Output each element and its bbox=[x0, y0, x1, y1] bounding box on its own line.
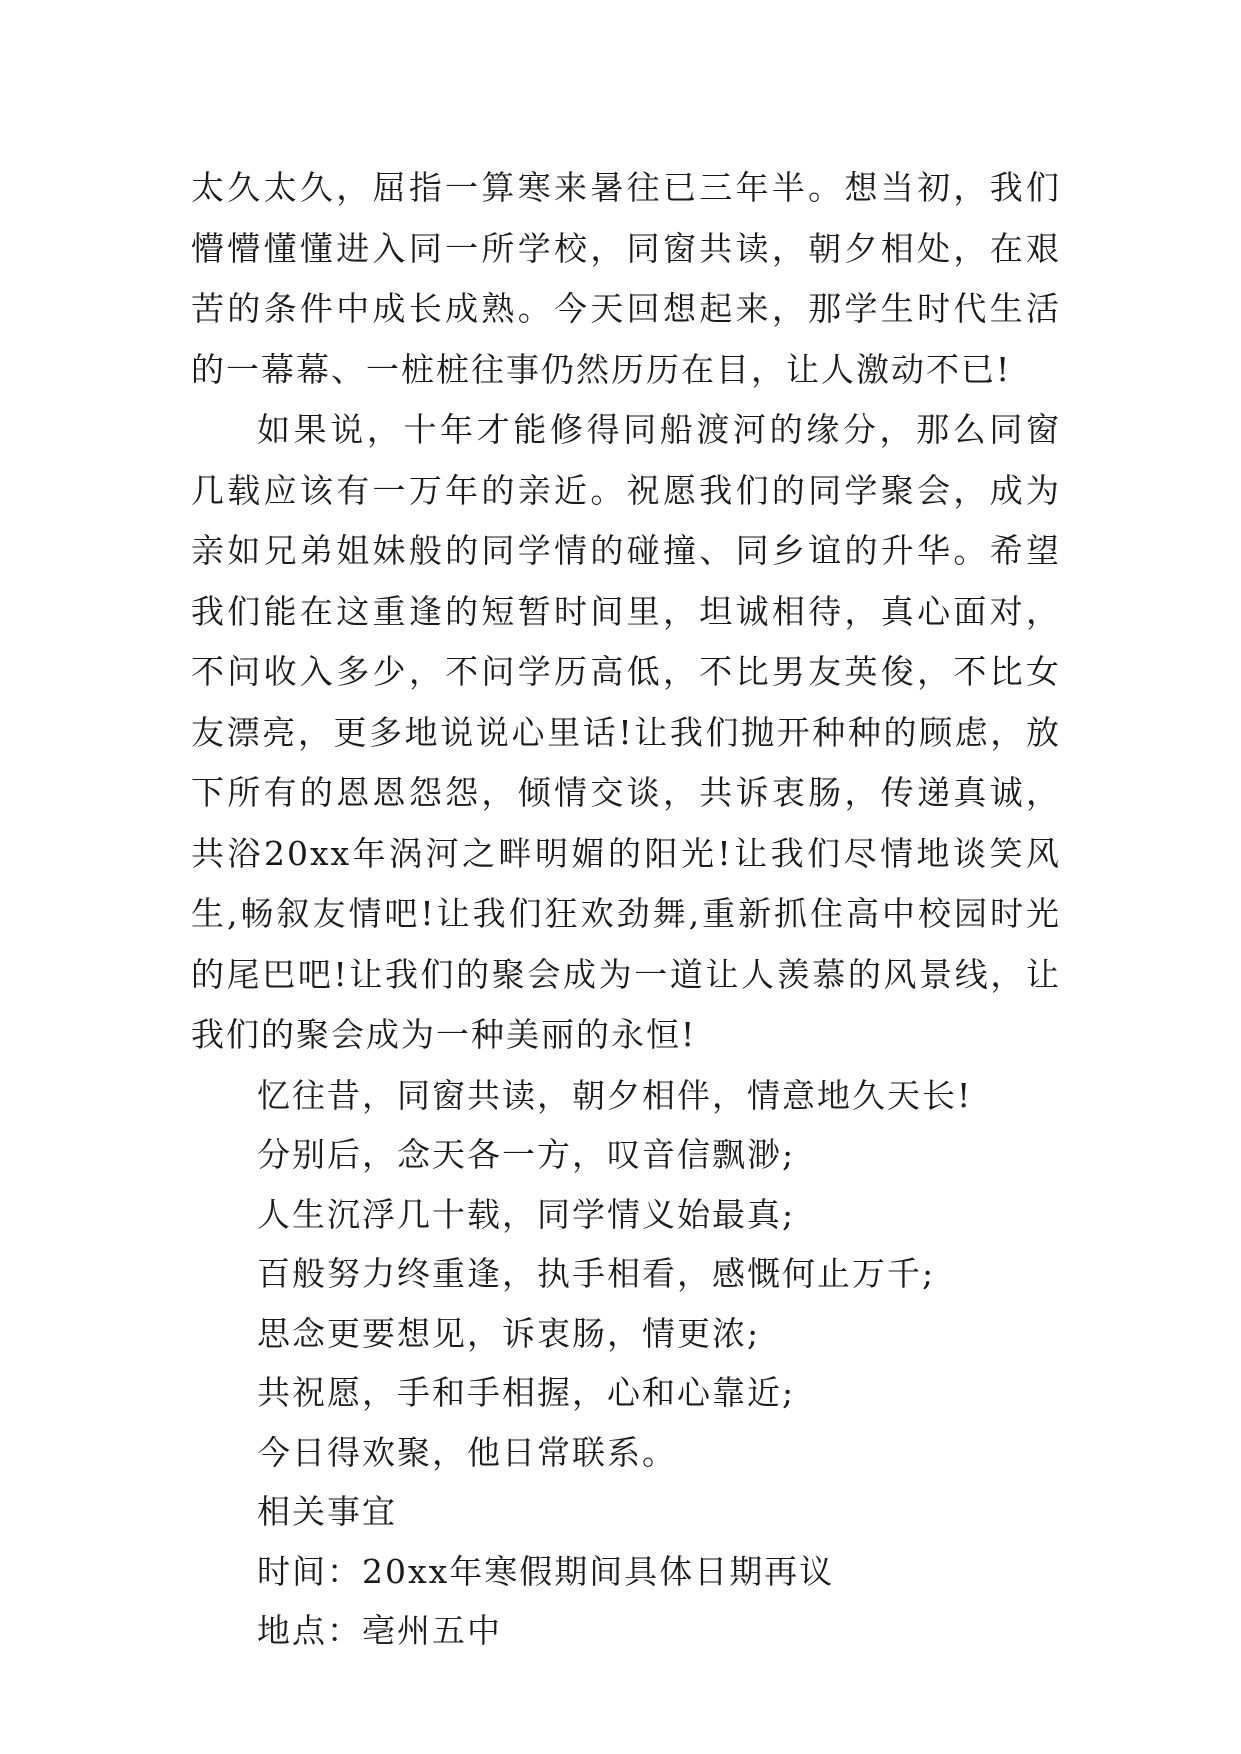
detail-place: 地点：亳州五中 bbox=[257, 1611, 502, 1650]
paragraph-wishes: 如果说，十年才能修得同船渡河的缘分，那么同窗几载应该有一万年的亲近。祝愿我们的同学聚会，成为亲如兄弟姐妹般的同学情的碰撞、同乡谊的升华。希望我们能在这重逢的短暂时间里，坦诚相待，真心面对，不问收入多少，不问学历高低，不比男友英俊，不比女友漂亮，更多地说说心里话!让我们抛开种种的顾虑，放下所有的恩恩怨怨，倾情交谈，共诉衷肠，传递真诚，共浴20xx年涡河之畔明媚的阳光!让我们尽情地谈笑风生,畅叙友情吧!让我们狂欢劲舞,重新抓住高中校园时光的尾巴吧!让我们的聚会成为一道让人羡慕的风景线，让我们的聚会成为一种美丽的永恒! bbox=[191, 410, 1061, 1054]
poem-line: 分别后，念天各一方，叹音信飘渺; bbox=[257, 1135, 796, 1174]
poem-line: 忆往昔，同窗共读，朝夕相伴，情意地久天长! bbox=[257, 1075, 973, 1115]
section-heading: 相关事宜 bbox=[257, 1492, 397, 1531]
paragraph-opening: 太久太久，屈指一算寒来暑往已三年半。想当初，我们懵懵懂懂进入同一所学校，同窗共读，朝夕相处，在艰苦的条件中成长成熟。今天回想起来，那学生时代生活的一幕幕、一桩桩往事仍然历历在目，让人激动不已! bbox=[191, 168, 1061, 389]
poem-line: 百般努力终重逢，执手相看，感慨何止万千; bbox=[257, 1254, 936, 1293]
poem-line: 人生沉浮几十载，同学情义始最真; bbox=[257, 1194, 796, 1234]
poem-line: 今日得欢聚，他日常联系。 bbox=[257, 1432, 677, 1472]
document-body bbox=[191, 158, 1061, 1661]
poem-line: 共祝愿，手和手相握，心和心靠近; bbox=[257, 1373, 796, 1412]
poem-line: 思念更要想见，诉衷肠，情更浓; bbox=[257, 1313, 761, 1353]
detail-time: 时间：20xx年寒假期间具体日期再议 bbox=[257, 1551, 835, 1591]
